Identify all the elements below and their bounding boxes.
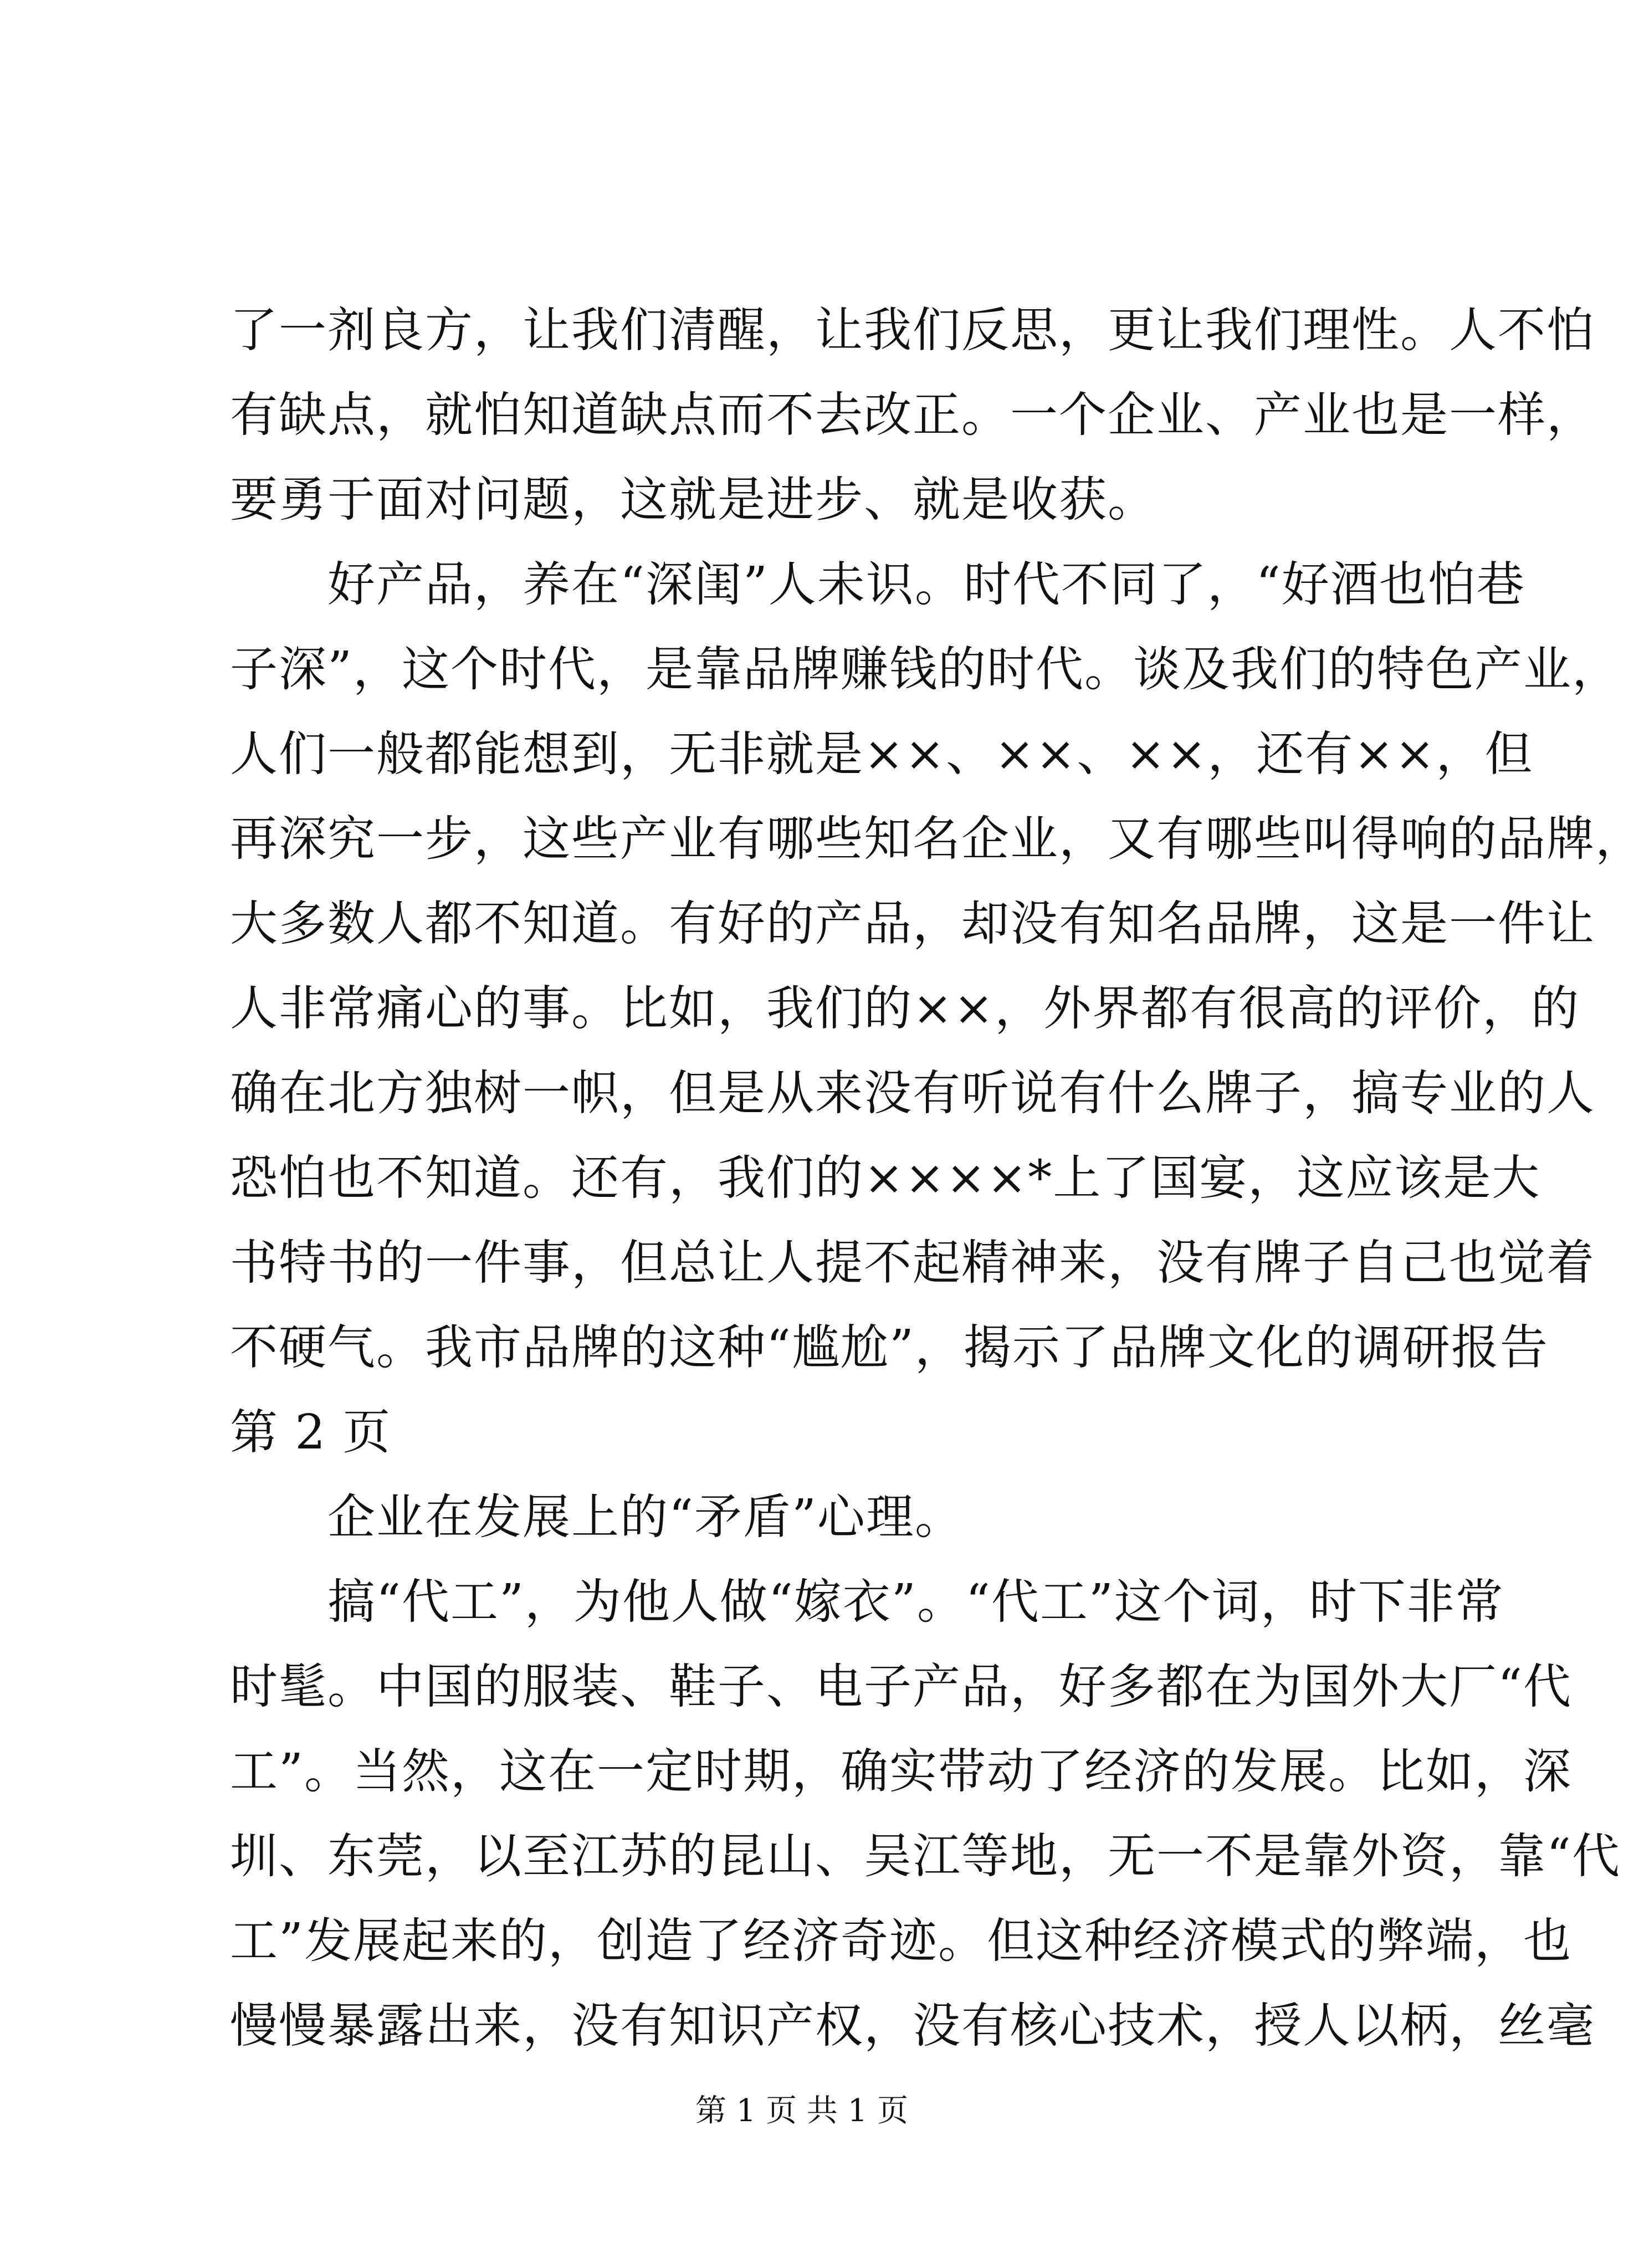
text-line: 有缺点，就怕知道缺点而不去改正。一个企业、产业也是一样， — [230, 387, 1595, 443]
text-line: 恐怕也不知道。还有，我们的××××*上了国宴，这应该是大 — [230, 1150, 1541, 1206]
text-line: 了一剂良方，让我们清醒，让我们反思，更让我们理性。人不怕 — [230, 303, 1595, 358]
text-line: 工”。当然，这在一定时期，确实带动了经济的发展。比如，深 — [230, 1744, 1572, 1799]
text-line: 圳、东莞，以至江苏的昆山、吴江等地，无一不是靠外资，靠“代 — [230, 1829, 1621, 1884]
text-line: 确在北方独树一帜，但是从来没有听说有什么牌子，搞专业的人 — [230, 1066, 1595, 1121]
text-line: 再深究一步，这些产业有哪些知名企业，又有哪些叫得响的品牌， — [230, 811, 1644, 867]
text-line: 人们一般都能想到，无非就是××、××、××，还有××，但 — [230, 726, 1534, 782]
text-line: 子深”，这个时代，是靠品牌赚钱的时代。谈及我们的特色产业， — [230, 642, 1621, 697]
text-line: 好产品，养在“深闺”人未识。时代不同了，“好酒也怕巷 — [327, 557, 1525, 612]
text-line: 要勇于面对问题，这就是进步、就是收获。 — [230, 472, 1156, 528]
text-line: 工”发展起来的，创造了经济奇迹。但这种经济模式的弊端，也 — [230, 1913, 1572, 1969]
text-line: 慢慢暴露出来，没有知识产权，没有核心技术，授人以柄，丝毫 — [230, 1998, 1595, 2054]
text-line: 搞“代工”，为他人做“嫁衣”。“代工”这个词，时下非常 — [327, 1574, 1504, 1630]
text-line: 人非常痛心的事。比如，我们的××，外界都有很高的评价，的 — [230, 981, 1580, 1036]
text-line: 书特书的一件事，但总让人提不起精神来，没有牌子自己也觉着 — [230, 1235, 1595, 1291]
text-line: 企业在发展上的“矛盾”心理。 — [327, 1489, 964, 1545]
page-marker-line: 第 2 页 — [230, 1405, 392, 1460]
text-line: 时髦。中国的服装、鞋子、电子产品，好多都在为国外大厂“代 — [230, 1659, 1572, 1714]
text-line: 不硬气。我市品牌的这种“尴尬”，揭示了品牌文化的调研报告 — [230, 1320, 1549, 1375]
text-line: 大多数人都不知道。有好的产品，却没有知名品牌，这是一件让 — [230, 896, 1595, 951]
document-body — [230, 288, 1644, 2069]
page-footer: 第 1 页 共 1 页 — [695, 2093, 909, 2129]
